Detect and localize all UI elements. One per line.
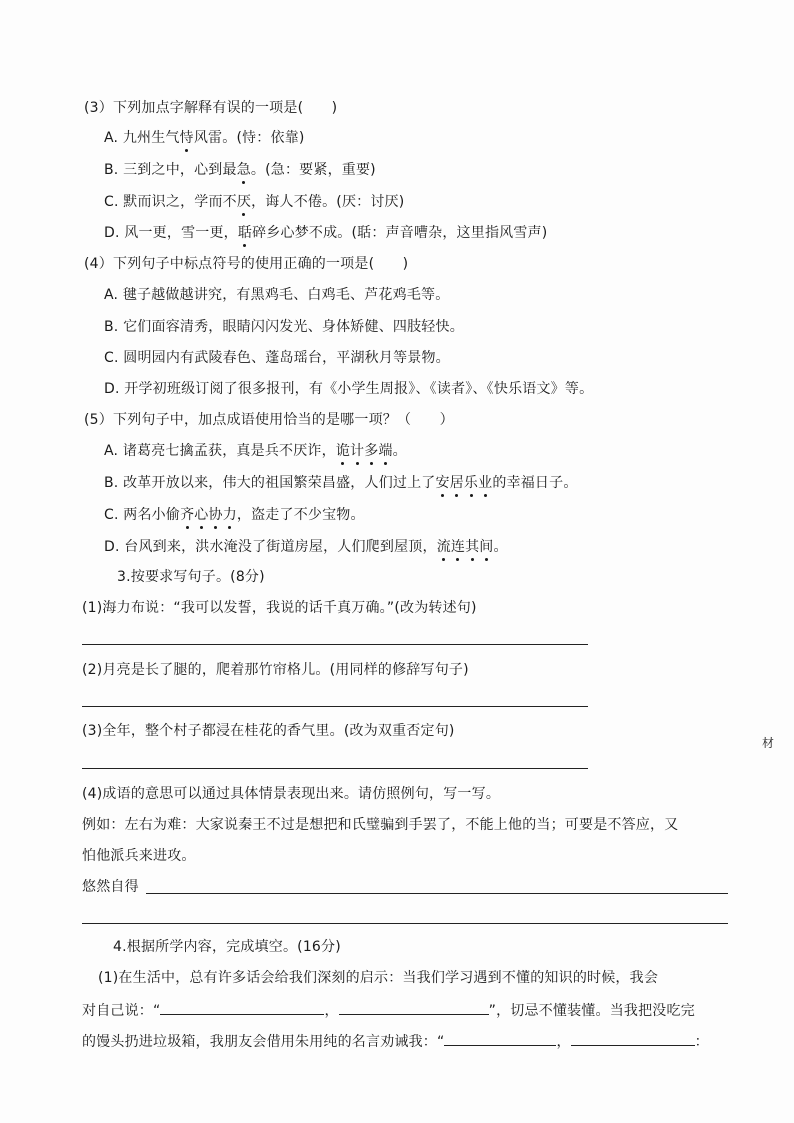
- dotted-char: 诡: [335, 443, 351, 459]
- s3-example-line-1: 例如：左右为难：大家说秦王不过是想把和氏璧骗到手罢了，不能上他的当；可要是不答应，又: [82, 817, 679, 833]
- q3-option-a: A. 九州生气恃风雷。(恃：依靠): [104, 130, 305, 146]
- q5-option-a: A. 诸葛亮七擒孟获，真是兵不厌诈，诡计多端。: [104, 443, 407, 459]
- fill-blank[interactable]: [571, 1030, 695, 1046]
- q4-option-b: B. 它们面容清秀，眼睛闪闪发光、身体矫健、四肢轻快。: [104, 319, 464, 335]
- dotted-char: 多: [364, 443, 379, 459]
- dotted-char: 安: [435, 475, 450, 491]
- q4-option-a: A. 毽子越做越讲究，有黑鸡毛、白鸡毛、芦花鸡毛等。: [104, 287, 450, 303]
- margin-mark: 材: [762, 736, 775, 750]
- q5-option-c: C. 两名小偷齐心协力，盗走了不少宝物。: [104, 507, 365, 523]
- s4-line-1: (1)在生活中，总有许多话会给我们深刻的启示：当我们学习遇到不懂的知识的时候，我会: [98, 970, 659, 986]
- answer-line[interactable]: [82, 923, 728, 924]
- section-3-title: 3.按要求写句子。(8分): [117, 569, 265, 585]
- dotted-char: 流: [436, 539, 451, 555]
- s4-line-3: 的馒头扔进垃圾箱，我朋友会借用朱用纯的名言劝诫我：“ ， ：: [82, 1030, 709, 1052]
- dotted-char: 协: [208, 507, 223, 523]
- dotted-char: 业: [478, 475, 493, 491]
- q3-option-c: C. 默而识之，学而不厌，诲人不倦。(厌：讨厌): [104, 194, 405, 210]
- dotted-char: 乐: [463, 475, 479, 491]
- q5-stem: (5）下列句子中，加点成语使用恰当的是哪一项？（ ）: [84, 412, 454, 428]
- q4-stem: (4）下列句子中标点符号的使用正确的一项是( ): [84, 256, 409, 272]
- dotted-char: 其: [465, 539, 480, 555]
- section-4-title: 4.根据所学内容，完成填空。(16分): [113, 939, 341, 955]
- q4-option-c: C. 圆明园内有武陵春色、蓬岛瑶台，平湖秋月等景物。: [104, 350, 450, 366]
- fill-blank[interactable]: [339, 999, 489, 1015]
- dotted-char: 齐: [180, 507, 195, 523]
- q5-option-b: B. 改革开放以来，伟大的祖国繁荣昌盛，人们过上了安居乐业的幸福日子。: [104, 475, 578, 491]
- q3-option-d: D. 风一更，雪一更，聒碎乡心梦不成。(聒：声音嘈杂，这里指风雪声): [104, 225, 548, 241]
- answer-line[interactable]: [82, 706, 588, 707]
- s3-item-4: (4)成语的意思可以通过具体情景表现出来。请仿照例句，写一写。: [82, 786, 501, 802]
- dotted-char: 端: [378, 443, 393, 459]
- q3-stem: (3）下列加点字解释有误的一项是( ): [84, 100, 338, 116]
- q4-option-d: D. 开学初班级订阅了很多报刊，有《小学生周报》、《读者》、《快乐语文》等。: [104, 381, 594, 397]
- fill-blank[interactable]: [160, 999, 324, 1015]
- s3-item-2: (2)月亮是长了腿的，爬着那竹帘格儿。(用同样的修辞写句子): [82, 662, 469, 678]
- s3-example-line-2: 怕他派兵来进攻。: [82, 848, 196, 864]
- dotted-char: 间: [479, 539, 494, 555]
- fill-blank[interactable]: [444, 1030, 556, 1046]
- dotted-char: 厌: [236, 194, 252, 210]
- s3-item-1: (1)海力布说：“我可以发誓，我说的话千真万确。”(改为转述句): [82, 600, 477, 616]
- answer-line[interactable]: [146, 893, 728, 894]
- s4-line-2: 对自己说：“ ， ”，切忌不懂装懂。当我把没吃完: [82, 999, 695, 1021]
- q5-option-d: D. 台风到来，洪水淹没了街道房屋，人们爬到屋顶，流连其间。: [104, 539, 508, 555]
- dotted-char: 力: [222, 507, 237, 523]
- s3-idiom-label: 悠然自得: [82, 879, 139, 895]
- dotted-char: 心: [194, 507, 209, 523]
- dotted-char: 居: [449, 475, 464, 491]
- dotted-char: 急: [236, 162, 251, 178]
- dotted-char: 恃: [179, 130, 194, 146]
- s3-item-3: (3)全年，整个村子都浸在桂花的香气里。(改为双重否定句): [82, 723, 455, 739]
- dotted-char: 计: [350, 443, 365, 459]
- q3-option-b: B. 三到之中，心到最急。(急：要紧，重要): [104, 162, 376, 178]
- answer-line[interactable]: [82, 768, 588, 769]
- dotted-char: 连: [450, 539, 466, 555]
- dotted-char: 聒: [237, 225, 253, 241]
- answer-line[interactable]: [82, 644, 588, 645]
